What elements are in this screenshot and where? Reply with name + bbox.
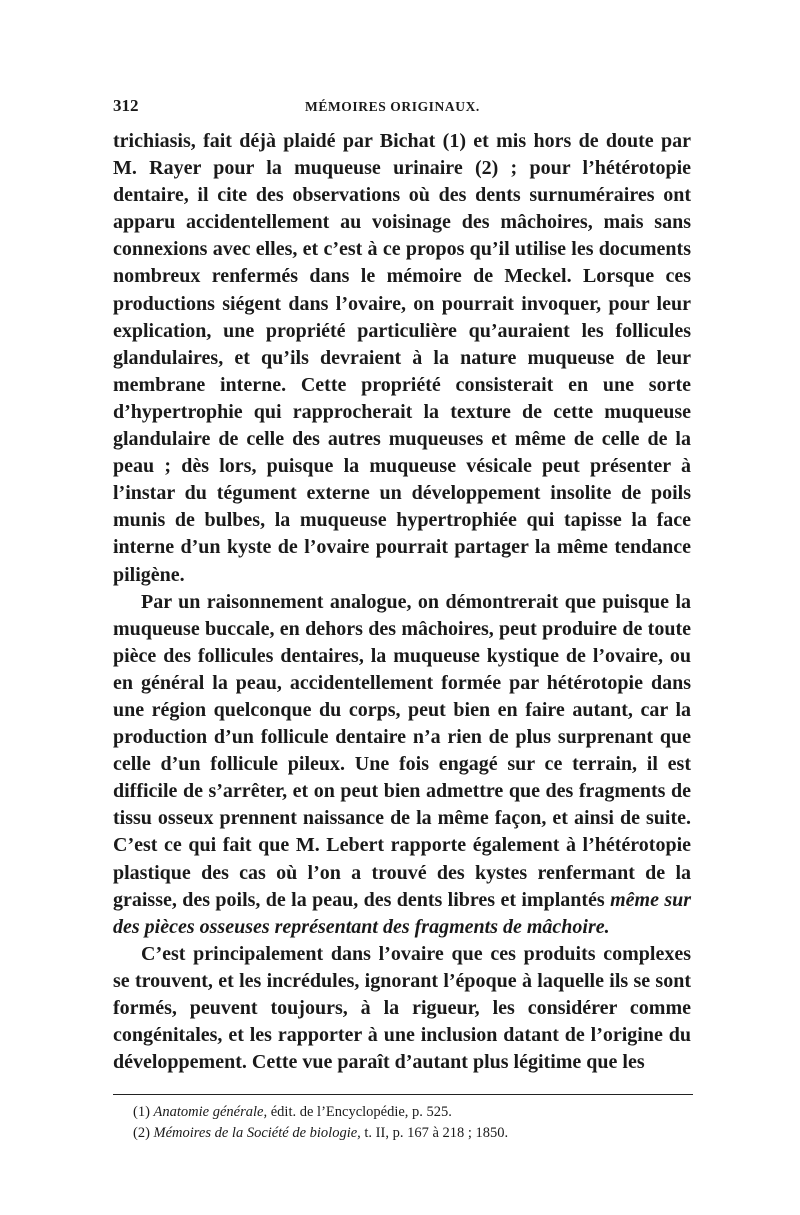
- paragraph-2-italic: même sur des pièces osseuses représentant des fragments de mâchoire.: [113, 888, 692, 938]
- footnote-2-title: Mémoires de la Société de biologie,: [153, 1125, 361, 1141]
- paragraph-2: [113, 589, 691, 941]
- footnote-1-title: Anatomie générale,: [153, 1104, 268, 1120]
- page-header: [113, 96, 693, 122]
- paragraph-2-text: Par un raisonnement analogue, on démontrerait que puisque la muqueuse buccale, en dehors des mâchoires, peut produire de toute pièce des follicules dentaires, la muqueuse kystique de l’ovaire, ou en général la peau, accidentellement formée par hétérotopie dans une région quelconque du corps, peut bien en faire autant, car la production d’un follicule dentaire n’a rien de plus surprenant que celle d’un follicule pileux. Une fois engagé sur ce terrain, il est difficile de s’arrêter, et on peut bien admettre que des fragments de tissu osseux prennent naissance de la même façon, et ainsi de suite. C’est ce qui fait que M. Lebert rapporte également à l’hétérotopie plastique des cas où l’on a trouvé des kystes renfermant de la graisse, des poils, de la peau, des dents libres et implantés: [113, 590, 691, 911]
- footnote-1: [133, 1102, 693, 1123]
- paragraph-1: trichiasis, fait déjà plaidé par Bichat (1) et mis hors de doute par M. Rayer pour la muqueuse urinaire (2) ; pour l’hétérotopie dentaire, il cite des observations où des dents surnuméraires ont apparu accidentellement au voisinage des mâchoires, mais sans connexions avec elles, et c’est à ce propos qu’il utilise les documents nombreux renfermés dans le mémoire de Meckel. Lorsque ces productions siégent dans l’ovaire, on pourrait invoquer, pour leur explication, une propriété particulière qu’auraient les follicules glandulaires, et qu’ils devraient à la nature muqueuse de leur membrane interne. Cette propriété consisterait en une sorte d’hypertrophie qui rapprocherait la texture de cette muqueuse glandulaire de celle des autres muqueuses et même de celle de la peau ; dès lors, puisque la muqueuse vésicale peut présenter à l’instar du tégument externe un développement insolite de poils munis de bulbes, la muqueuse hypertrophiée qui tapisse la face interne d’un kyste de l’ovaire pourrait partager la même tendance piligène.: [113, 130, 691, 586]
- footnote-1-rest: édit. de l’Encyclopédie, p. 525.: [270, 1104, 452, 1120]
- footnote-2-rest: t. II, p. 167 à 218 ; 1850.: [364, 1125, 509, 1141]
- footnote-2: [133, 1123, 693, 1144]
- paragraph-3: C’est principalement dans l’ovaire que ces produits complexes se trouvent, et les incrédules, ignorant l’époque à laquelle ils se sont formés, peuvent toujours, à la rigueur, les considérer comme congénitales, et les rapporter à une inclusion datant de l’origine du développement. Cette vue paraît d’autant plus légitime que les: [113, 942, 691, 1074]
- page-number: 312: [113, 96, 139, 115]
- footnote-1-marker: (1): [133, 1104, 150, 1120]
- running-title: MÉMOIRES ORIGINAUX.: [305, 99, 480, 114]
- footnote-rule: [113, 1094, 693, 1095]
- footnotes: [133, 1102, 693, 1144]
- footnote-2-marker: (2): [133, 1125, 150, 1141]
- main-text: [113, 128, 691, 1076]
